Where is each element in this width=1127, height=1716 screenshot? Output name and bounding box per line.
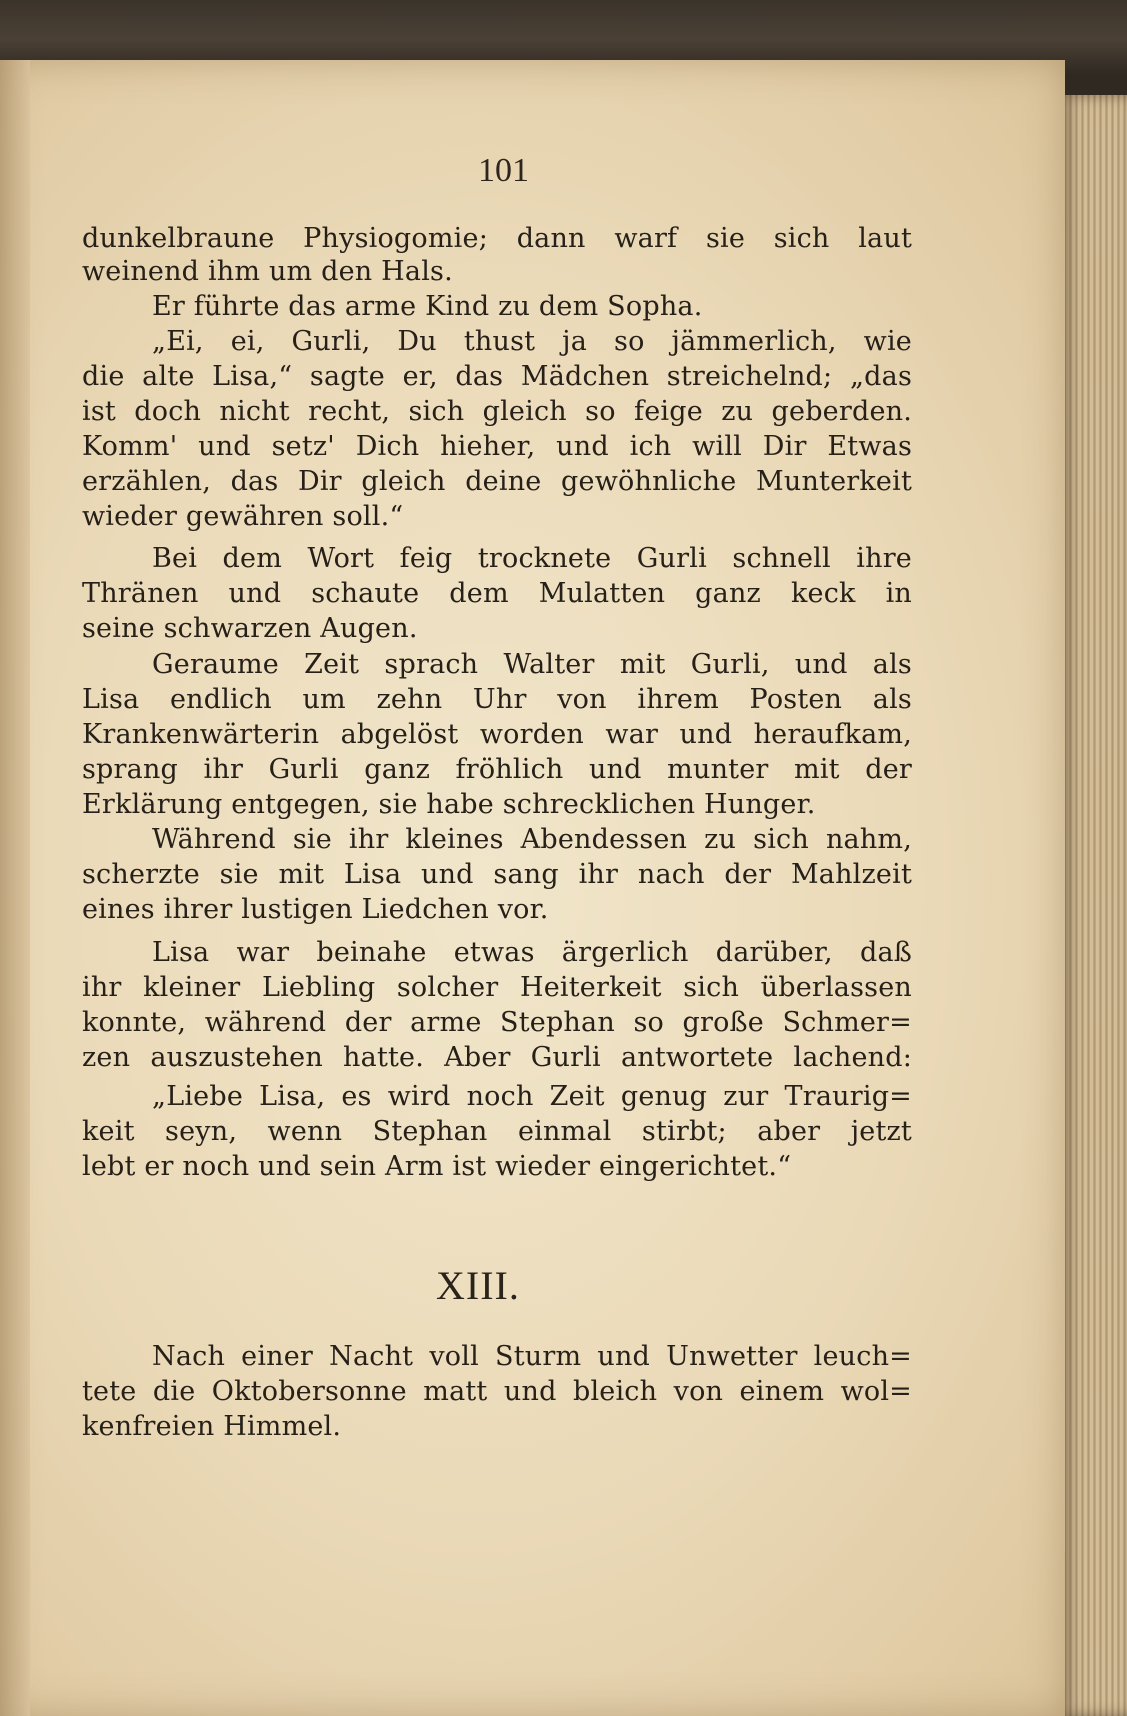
book-page-edges <box>1060 95 1127 1716</box>
text-line: ihr kleiner Liebling solcher Heiterkeit sich überlassen <box>82 972 912 1003</box>
text-line: zen auszustehen hatte. Aber Gurli antwortete lachend: <box>82 1042 912 1073</box>
text-line: seine schwarzen Augen. <box>82 613 418 644</box>
chapter-text-line: tete die Oktobersonne matt und bleich von einem wol= <box>82 1376 912 1407</box>
text-line: sprang ihr Gurli ganz fröhlich und munter mit der <box>82 754 912 785</box>
chapter-heading: XIII. <box>436 1263 520 1308</box>
text-line: wieder gewähren soll.“ <box>82 501 404 532</box>
text-line: Er führte das arme Kind zu dem Sopha. <box>152 291 703 322</box>
chapter-text-line: kenfreien Himmel. <box>82 1411 342 1442</box>
text-line: „Liebe Lisa, es wird noch Zeit genug zur Traurig= <box>152 1081 912 1112</box>
text-line: konnte, während der arme Stephan so große Schmer= <box>82 1007 912 1038</box>
text-line: Komm' und setz' Dich hieher, und ich will Dir Etwas <box>82 431 912 462</box>
text-line: die alte Lisa,“ sagte er, das Mädchen streichelnd; „das <box>82 361 912 392</box>
page-number: 101 <box>478 152 529 189</box>
text-line: eines ihrer lustigen Liedchen vor. <box>82 894 549 925</box>
text-line: Thränen und schaute dem Mulatten ganz keck in <box>82 578 912 609</box>
text-line: Bei dem Wort feig trocknete Gurli schnell ihre <box>152 543 912 574</box>
text-line: weinend ihm um den Hals. <box>82 256 453 287</box>
chapter-text-line: Nach einer Nacht voll Sturm und Unwetter leuch= <box>152 1341 912 1372</box>
text-line: Lisa endlich um zehn Uhr von ihrem Posten als <box>82 684 912 715</box>
text-line: scherzte sie mit Lisa und sang ihr nach der Mahlzeit <box>82 859 912 890</box>
text-line: keit seyn, wenn Stephan einmal stirbt; aber jetzt <box>82 1116 912 1147</box>
text-line: Krankenwärterin abgelöst worden war und heraufkam, <box>82 719 912 750</box>
text-line: ist doch nicht recht, sich gleich so feige zu geberden. <box>82 396 912 427</box>
text-line: lebt er noch und sein Arm ist wieder eingerichtet.“ <box>82 1151 792 1182</box>
text-line: Geraume Zeit sprach Walter mit Gurli, und als <box>152 649 912 680</box>
text-line: erzählen, das Dir gleich deine gewöhnliche Munterkeit <box>82 466 912 497</box>
text-line: dunkelbraune Physiogomie; dann warf sie sich laut <box>82 223 912 254</box>
text-line: „Ei, ei, Gurli, Du thust ja so jämmerlich, wie <box>152 326 912 357</box>
text-line: Während sie ihr kleines Abendessen zu sich nahm, <box>152 824 912 855</box>
text-line: Lisa war beinahe etwas ärgerlich darüber, daß <box>152 937 912 968</box>
text-line: Erklärung entgegen, sie habe schrecklichen Hunger. <box>82 789 816 820</box>
page-gutter <box>0 60 30 1716</box>
